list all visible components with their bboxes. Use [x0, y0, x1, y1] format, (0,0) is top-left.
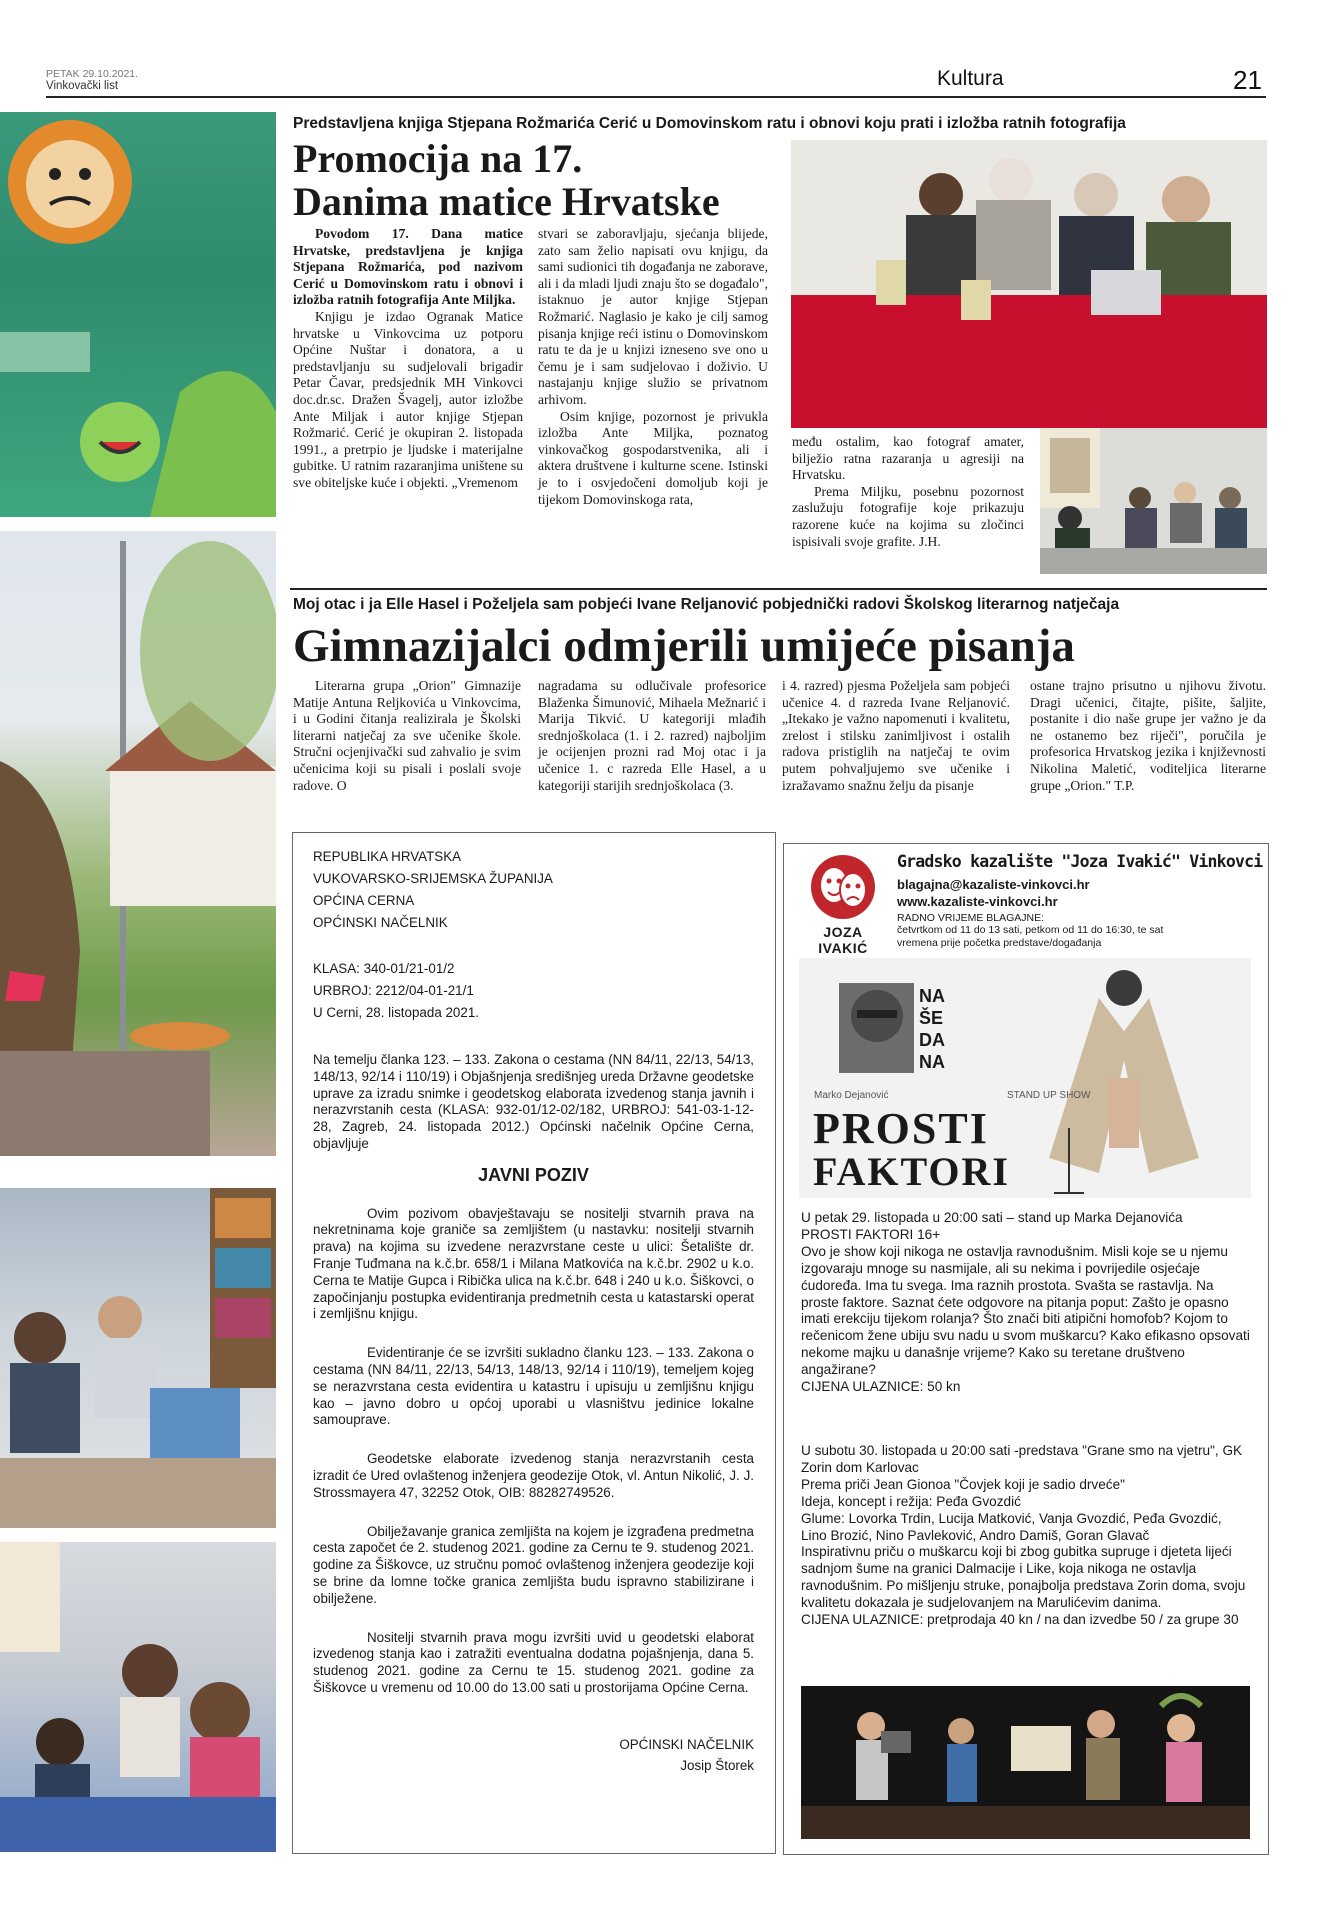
section-name: Kultura — [937, 67, 1004, 90]
prosti-faktori-poster — [799, 958, 1251, 1198]
notice-paragraph-3: Geodetske elaborate izvedenog stanja nerazvrstanih cesta izradit će Ured ovlaštenog inženjera geodezije Otok, vl. Antun Nikolić, J. J. Strossmayera 47, 32252 Otok, OIB: 88282749526. — [313, 1451, 754, 1500]
public-notice — [313, 846, 754, 1774]
event2-cast: Glume: Lovorka Trdin, Lucija Matković, Vanja Gvozdić, Peđa Gvozdić, Lino Brozić, Nino Pavleković, Andro Damiš, Goran Glavač — [801, 1510, 1222, 1543]
place-date: U Cerni, 28. listopada 2021. — [313, 1005, 479, 1020]
event2-body: Inspirativnu priču o muškarcu koji bi zbog gubitka supruge i djeteta lijeći sadnjom šume na granici Dalmacije i Like, koja nikoga ne ostavlja ravnodušnim. Po mišljenju struke, ponajbolja predstava Zorin doma, svoju kvalitetu dokazala je sudjelovanjem na Marulićevim danima. — [801, 1544, 1246, 1611]
issuer-line-2: VUKOVARSKO-SRIJEMSKA ŽUPANIJA — [313, 871, 553, 886]
article1-column-3 — [792, 434, 1024, 550]
klasa: KLASA: 340-01/21-01/2 — [313, 961, 455, 976]
article1-photo-presentation — [791, 140, 1267, 428]
signature-name: Josip Štorek — [680, 1757, 754, 1773]
issuer-line-4: OPĆINSKI NAČELNIK — [313, 915, 448, 930]
event2-price: CIJENA ULAZNICE: pretprodaja 40 kn / na dan izvedbe 50 / za grupe 30 — [801, 1612, 1239, 1628]
notice-paragraph-4: Obilježavanje granica zemljišta na kojem je izgrađena predmetna cesta započet će 2. studenog 2021. godine za Cernu te 9. studenog 2021. godine za Šiškovce, uz stručnu pomoć ovlaštenog inženjera geodezije koji se brine da lomne točke granica zemljišta budu ispravno stabilizirane i obilježene. — [313, 1523, 754, 1606]
article1-title-line1: Promocija na 17. — [293, 136, 583, 181]
article2-title: Gimnazijalci odmjerili umijeće pisanja — [293, 620, 1075, 672]
event1-price: CIJENA ULAZNICE: 50 kn — [801, 1379, 961, 1395]
header-date: PETAK 29.10.2021. — [46, 68, 139, 80]
signature-title: OPĆINSKI NAČELNIK — [619, 1736, 754, 1752]
notice-title: JAVNI POZIV — [478, 1164, 589, 1185]
article1-bottom-rule — [290, 588, 1267, 590]
event-1 — [801, 1210, 1251, 1396]
notice-issuer — [313, 846, 754, 934]
article2-col3-paragraph: i 4. razred) pjesma Poželjela sam pobjeći učenice 4. d razreda Ivane Reljanović. „Itekako je važno napomenuti i kvalitetu, zrelost i stilsku zanimljivost i ostalih radova pristiglih na natječaj te ovim putem pohvaljujemo sve učenike i izražavamo snažnu želju da pisanje — [782, 678, 1010, 793]
article2-col4-paragraph: ostane trajno prisutno u njihovu životu. Dragi učenici, čitajte, pišite, šaljite, postanite i dio naše grupe jer važno je da ne ostanemo bez riječi", poručila je profesorica Hrvatskog jezika i književnosti Nikolina Maletić, voditeljica literarne grupe „Orion." T.P. — [1030, 678, 1266, 793]
notice-paragraph-5: Nositelji stvarnih prava mogu izvršiti uvid u geodetski elaborat izvedenog stanja kao i zatražiti eventualna dodatna pojašnjenja, dana 5. studenog 2021. godine za Cernu te 15. studenog 2021. godine za Šiškovce u vremenu od 10.00 do 13.00 sati u prostorijama Općine Cerna. — [313, 1629, 754, 1695]
poster-tag: STAND UP SHOW — [1007, 1090, 1091, 1101]
article1-col3-paragraph-2: Prema Miljku, posebnu pozornost zaslužuju fotografije koje prikazuju razorene kuće na kojima su zločinci ispisivali svoje grafite. J.H. — [792, 483, 1024, 549]
statue-scene — [0, 531, 276, 1156]
event1-date-line: U petak 29. listopada u 20:00 sati – stand up Marka Dejanovića — [801, 1210, 1183, 1225]
theatre-web: www.kazaliste-vinkovci.hr — [897, 894, 1058, 909]
library-scene — [0, 1188, 276, 1528]
notice-paragraph-1: Ovim pozivom obavještavaju se nositelji stvarnih prava na nekretninama koje graniče sa zemljištem (u nastavku: nositelji stvarnih prava) na kojima su izvedene nerazvrstane ceste u ulici: Šetalište dr. Franje Tuđmana na k.č.br. 658/1 i Milana Matkovića na k.č.br. 2902 u k.o. Cerna te Matije Gupca i Ribička ulica na k.č.br. 648 i 240 u k.o. Šiškovci, o započinjanju postupka evidentiranja predmetnih cesta u katastarski operat i zemljišnu knjigu. — [313, 1205, 754, 1322]
left-photo-illustration — [0, 112, 276, 517]
article1-column-1 — [293, 226, 523, 492]
poster-line2: FAKTORI — [813, 1149, 1010, 1194]
article2-column-3 — [782, 678, 1010, 794]
left-photo-library — [0, 1188, 276, 1528]
page-number: 21 — [1233, 65, 1262, 95]
article1-lead: Povodom 17. Dana matice Hrvatske, predstavljena je knjiga Stjepana Rožmarića, pod nazivom Cerić u Domovinskom ratu i obnovi i izložba ratnih fotografija Ante Miljka. — [293, 226, 523, 308]
header-paper: Vinkovački list — [46, 80, 119, 92]
presentation-scene — [791, 140, 1267, 428]
article1-col3-paragraph-1: među ostalim, kao fotograf amater, bilježio ratna razaranja u agresiji na Hrvatsku. — [792, 434, 1024, 483]
article2-col1-paragraph: Literarna grupa „Orion" Gimnazije Matije Antuna Reljkovića u Vinkovcima, i u Godini čitanja realizirala je Školski literarni natječaj za sve učenike škole. Stručni ocjenjivački sud zahvalio je svim učenicima koji su pisali i poslali svoje radove. O — [293, 678, 521, 793]
notice-paragraph-2: Evidentiranje će se izvršiti sukladno članku 123. – 133. Zakona o cestama (NN 84/11, 22/13, 54/13, 148/13, 92/14 i 110/19), temeljem kojeg se nerazvrstana cesta evidentira u katastru i upisuju u zemljišnu knjigu kao – javno dobro u općoj uporabi u vlasništvu jedinice lokalne samouprave. — [313, 1345, 754, 1428]
issuer-line-3: OPĆINA CERNA — [313, 893, 415, 908]
article2-column-2 — [538, 678, 766, 794]
article2-col2-paragraph: nagradama su odlučivale profesorice Blaženka Šimunović, Mihaela Mežnarić i Marija Tikvić. U kategoriji mlađih srednjoškolaca (1. i 2. razred) najboljim je ocijenjen prozni rad Moj otac i ja učenice 1. c razreda Elle Hasel, a u kategoriji starijih srednjoškolaca (3. — [538, 678, 766, 793]
article2-column-4 — [1030, 678, 1266, 794]
theatre-title: Gradsko kazalište "Joza Ivakić" Vinkovci — [897, 852, 1263, 871]
event2-director: Ideja, koncept i režija: Peđa Gvozdić — [801, 1493, 1021, 1509]
event2-source: Prema priči Jean Gionoa "Čovjek koji je sadio drveće" — [801, 1476, 1125, 1492]
poster-name: Marko Dejanović — [814, 1090, 889, 1101]
box-office-hours: četvrtkom od 11 do 13 sati, petkom od 11 do 16:30, te sat vremena prije početka predstave/događanja — [897, 924, 1164, 949]
stage-scene — [801, 1686, 1250, 1839]
article1-col2-paragraph-1: stvari se zaboravljaju, sjećanja blijede, zato sam želio napisati ovu knjigu, da sami sudionici tih događanja ne zaborave, ali i da mladi ljudi znaju što se događalo", istaknuo je autor knjige Stjepan Rožmarić. Naglasio je kako je cilj samog pisanja knjige reći istinu o Domovinskom ratu te da je u knjizi izneseno sve ono u čemu je i sam sudjelovao i doživio. U nastajanju knjige služio se privatnom arhivom. — [538, 226, 768, 407]
notice-preamble: Na temelju članka 123. – 133. Zakona o cestama (NN 84/11, 22/13, 54/13, 148/13, 92/14 i 110/19) i Objašnjenja središnjeg ureda Državne geodetske uprave za izradu snimke i geodetskog elaborata izvedenog stanja javnih i nerazvrstanih cesta (KLASA: 932-01/12-02/182, URBROJ: 541-03-1-12-28, Zagreb, 24. listopada 2012.) Općinski načelnik Općine Cerna, objavljuje — [313, 1052, 754, 1151]
article1-column-2 — [538, 226, 768, 508]
theatre-logo — [798, 852, 888, 956]
event-2 — [801, 1443, 1251, 1629]
poster-side-3: DA — [919, 1030, 945, 1050]
left-photo-classroom — [0, 1542, 276, 1852]
issuer-line-1: REPUBLIKA HRVATSKA — [313, 849, 462, 864]
box-office-hours-label: RADNO VRIJEME BLAGAJNE: — [897, 912, 1045, 924]
event1-body: Ovo je show koji nikoga ne ostavlja ravnodušnim. Misli koje se u njemu izgovaraju mnoge su nasmijale, ali su nekima i povrijedile osjećaje ćudoređa. Ima tu svega. Ima raznih prostota. Svašta se rastavlja. Na proste faktore. Saznat ćete odgovore na pitanja poput: Zašto je opasno imati erekciju tijekom rolanja? Što znači biti atipični homofob? Kojom to rečenicom žene ubiju svu nadu u svom muškarcu? Kako efikasno opsovati nekome majku u današnje vrijeme? Kako su teretane društveno angažirane? — [801, 1243, 1250, 1378]
illustration-art — [0, 112, 276, 517]
article1-col2-paragraph-2: Osim knjige, pozornost je privukla izložba Ante Miljka, poznatog vinkovačkog gospodarstvenika, ali i aktera društvene i kulturne scene. Istinski je to i osvjedočeni domoljub koji je tijekom Domovinskoga rata, — [538, 408, 768, 507]
article1-photo-audience — [1040, 428, 1267, 574]
urbroj: URBROJ: 2212/04-01-21/1 — [313, 983, 474, 998]
event1-title: PROSTI FAKTORI 16+ — [801, 1226, 941, 1242]
poster-side-4: NA — [919, 1052, 945, 1072]
classroom-scene — [0, 1542, 276, 1852]
logo-text-bottom: JOZA IVAKIĆ — [818, 924, 868, 956]
article1-title-line2: Danima matice Hrvatske — [293, 179, 720, 224]
article2-column-1 — [293, 678, 521, 794]
left-photo-statue — [0, 531, 276, 1156]
poster-line1: PROSTI — [813, 1104, 989, 1153]
header-rule — [46, 96, 1266, 98]
article1-col1-paragraph: Knjigu je izdao Ogranak Matice hrvatske u Vinkovcima uz potporu Općine Nuštar i donatora, a u predstavljanju su sudjelovali brigadir Petar Čavar, predsjednik MH Vinkovci doc.dr.sc. Dražen Švagelj, autor izložbe Ante Miljak i autor knjige Stjepan Rožmarić. Cerić je okupiran 2. listopada 1991., a pretrpio je ljudske i materijalne gubitke. U ratnim razaranjima uništene su sve obiteljske kuće i objekti. „Vremenom — [293, 308, 523, 490]
article1-kicker: Predstavljena knjiga Stjepana Rožmarića Cerić u Domovinskom ratu i obnovi koju prati i izložba ratnih fotografija — [293, 115, 1126, 132]
theatre-email: blagajna@kazaliste-vinkovci.hr — [897, 877, 1090, 892]
poster-side-2: ŠE — [919, 1008, 944, 1028]
event2-date-line: U subotu 30. listopada u 20:00 sati -predstava "Grane smo na vjetru", GK Zorin dom Karlovac — [801, 1443, 1243, 1475]
notice-references — [313, 958, 754, 1024]
article2-kicker: Moj otac i ja Elle Hasel i Poželjela sam pobjeći Ivane Reljanović pobjednički radovi Školskog literarnog natječaja — [293, 596, 1120, 613]
grane-smo-na-vjetru-photo — [801, 1686, 1250, 1839]
audience-scene — [1040, 428, 1267, 574]
poster-side-1: NA — [919, 986, 945, 1006]
